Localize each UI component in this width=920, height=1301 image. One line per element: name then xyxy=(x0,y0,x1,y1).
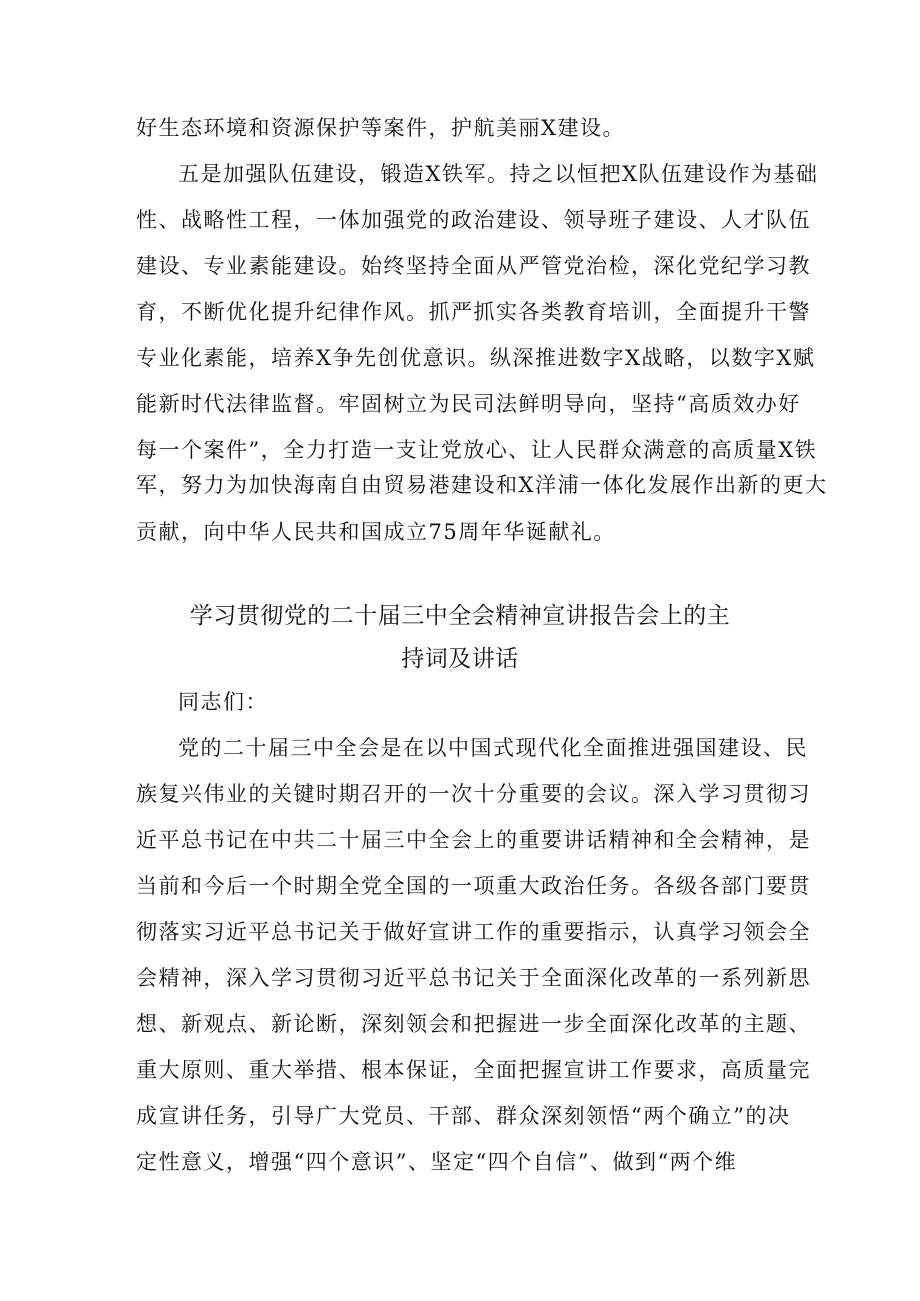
salutation: 同志们： xyxy=(178,690,268,714)
paragraph-line: 重大原则、重大举措、根本保证，全面把握宣讲工作要求，高质量完 xyxy=(136,1058,811,1082)
paragraph-line: 定性意义，增强“四个意识”、坚定“四个自信”、做到“两个维 xyxy=(136,1150,738,1174)
paragraph-line: 每一个案件”，全力打造一支让党放心、让人民群众满意的高质量X铁 xyxy=(136,438,818,462)
paragraph-line: 能新时代法律监督。牢固树立为民司法鲜明导向，坚持“高质效办好 xyxy=(136,392,801,416)
paragraph-line: 族复兴伟业的关键时期召开的一次十分重要的会议。深入学习贯彻习 xyxy=(136,782,811,806)
paragraph-line: 彻落实习近平总书记关于做好宣讲工作的重要指示，认真学习领会全 xyxy=(136,920,811,944)
paragraph-line: 专业化素能，培养X争先创优意识。纵深推进数字X战略，以数字X赋 xyxy=(136,346,816,370)
paragraph-line: 育，不断优化提升纪律作风。抓严抓实各类教育培训，全面提升干警 xyxy=(136,300,811,324)
paragraph-line: 军，努力为加快海南自由贸易港建设和X洋浦一体化发展作出新的更大 xyxy=(136,473,828,497)
paragraph-line: 会精神，深入学习贯彻习近平总书记关于全面深化改革的一系列新思 xyxy=(136,966,811,990)
paragraph-line: 性、战略性工程，一体加强党的政治建设、领导班子建设、人才队伍 xyxy=(136,208,811,232)
paragraph-line: 近平总书记在中共二十届三中全会上的重要讲话精神和全会精神，是 xyxy=(136,828,811,852)
paragraph-line: 建设、专业素能建设。始终坚持全面从严管党治检，深化党纪学习教 xyxy=(136,254,811,278)
paragraph-line: 想、新观点、新论断，深刻领会和把握进一步全面深化改革的主题、 xyxy=(136,1012,811,1036)
paragraph-line: 好生态环境和资源保护等案件，护航美丽X建设。 xyxy=(136,116,625,140)
paragraph-line: 贡献，向中华人民共和国成立75周年华诞献礼。 xyxy=(136,520,616,544)
document-title-line-2: 持词及讲话 xyxy=(401,646,519,672)
paragraph-line: 五是加强队伍建设，锻造X铁军。持之以恒把X队伍建设作为基础 xyxy=(178,162,819,186)
paragraph-line: 当前和今后一个时期全党全国的一项重大政治任务。各级各部门要贯 xyxy=(136,874,811,898)
paragraph-line: 成宣讲任务，引导广大党员、干部、群众深刻领悟“两个确立”的决 xyxy=(136,1104,791,1128)
paragraph-line: 党的二十届三中全会是在以中国式现代化全面推进强国建设、民 xyxy=(178,736,808,760)
document-title-line-1: 学习贯彻党的二十届三中全会精神宣讲报告会上的主 xyxy=(189,603,731,629)
